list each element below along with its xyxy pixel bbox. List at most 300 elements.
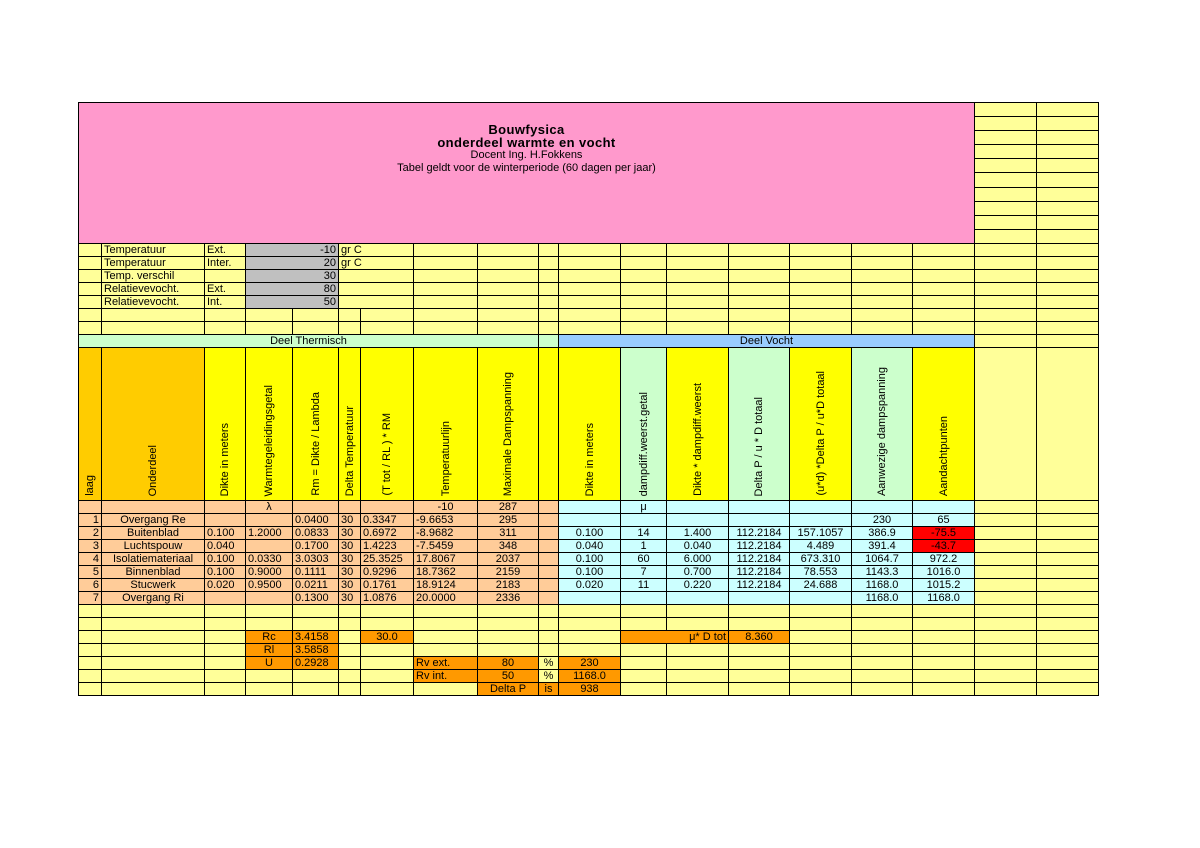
- empty-cell[interactable]: [729, 244, 790, 257]
- input-label[interactable]: Relatievevocht.: [102, 296, 205, 309]
- layer-attention[interactable]: -43.7: [913, 540, 975, 553]
- empty-cell[interactable]: [478, 296, 539, 309]
- empty-cell[interactable]: [539, 644, 559, 657]
- mu-d-total-label[interactable]: μ* D tot: [621, 631, 729, 644]
- empty-cell[interactable]: [414, 283, 478, 296]
- empty-cell[interactable]: [667, 244, 729, 257]
- empty-cell[interactable]: [975, 117, 1037, 131]
- input-value[interactable]: 20: [246, 257, 339, 270]
- empty-cell[interactable]: [539, 605, 559, 618]
- layer-ttot[interactable]: 0.6972: [361, 527, 414, 540]
- layer-attention[interactable]: 1168.0: [913, 592, 975, 605]
- empty-cell[interactable]: [79, 644, 102, 657]
- layer-d-mu[interactable]: 0.700: [667, 566, 729, 579]
- rc-value[interactable]: 3.4158: [293, 631, 339, 644]
- empty-cell[interactable]: [729, 322, 790, 335]
- empty-cell[interactable]: [852, 644, 913, 657]
- layer-max-damp[interactable]: 2037: [478, 553, 539, 566]
- empty-cell[interactable]: [559, 309, 621, 322]
- input-unit[interactable]: [339, 296, 414, 309]
- layer-rm[interactable]: 0.0211: [293, 579, 339, 592]
- empty-cell[interactable]: [852, 670, 913, 683]
- empty-cell[interactable]: [1037, 501, 1099, 514]
- layer-name[interactable]: Buitenblad: [102, 527, 205, 540]
- empty-cell[interactable]: [361, 309, 414, 322]
- empty-cell[interactable]: [539, 579, 559, 592]
- section-moisture[interactable]: Deel Vocht: [559, 335, 975, 348]
- empty-cell[interactable]: [790, 322, 852, 335]
- empty-cell[interactable]: [1037, 644, 1099, 657]
- empty-cell[interactable]: [729, 683, 790, 696]
- empty-cell[interactable]: [205, 631, 246, 644]
- layer-thickness[interactable]: [205, 592, 246, 605]
- layer-number[interactable]: 3: [79, 540, 102, 553]
- empty-cell[interactable]: [1037, 131, 1099, 145]
- empty-cell[interactable]: [1037, 553, 1099, 566]
- empty-cell[interactable]: [539, 309, 559, 322]
- column-header[interactable]: [539, 348, 559, 501]
- empty-cell[interactable]: [621, 322, 667, 335]
- layer-mu[interactable]: 14: [621, 527, 667, 540]
- layer-name[interactable]: Overgang Re: [102, 514, 205, 527]
- empty-cell[interactable]: [478, 605, 539, 618]
- empty-cell[interactable]: [1037, 187, 1099, 201]
- empty-cell[interactable]: [79, 283, 102, 296]
- empty-cell[interactable]: [361, 322, 414, 335]
- empty-cell[interactable]: [667, 657, 729, 670]
- empty-cell[interactable]: [293, 322, 339, 335]
- empty-cell[interactable]: [79, 618, 102, 631]
- empty-cell[interactable]: [246, 683, 293, 696]
- layer-attention[interactable]: 1016.0: [913, 566, 975, 579]
- input-label[interactable]: Temperatuur: [102, 244, 205, 257]
- empty-cell[interactable]: [79, 296, 102, 309]
- empty-cell[interactable]: [478, 309, 539, 322]
- empty-cell[interactable]: [205, 670, 246, 683]
- layer-mu[interactable]: 11: [621, 579, 667, 592]
- input-tag[interactable]: Int.: [205, 296, 246, 309]
- layer-lambda[interactable]: 1.2000: [246, 527, 293, 540]
- rv-int-label[interactable]: Rv int.: [414, 670, 478, 683]
- empty-cell[interactable]: [79, 670, 102, 683]
- empty-cell[interactable]: [729, 309, 790, 322]
- layer-present-damp[interactable]: 230: [852, 514, 913, 527]
- empty-cell[interactable]: [852, 270, 913, 283]
- empty-cell[interactable]: [667, 670, 729, 683]
- empty-cell[interactable]: [729, 296, 790, 309]
- empty-cell[interactable]: [729, 618, 790, 631]
- layer-number[interactable]: 4: [79, 553, 102, 566]
- layer-d-mu[interactable]: 0.040: [667, 540, 729, 553]
- empty-cell[interactable]: [559, 501, 621, 514]
- empty-cell[interactable]: [559, 296, 621, 309]
- empty-cell[interactable]: [478, 270, 539, 283]
- input-label[interactable]: Temp. verschil: [102, 270, 205, 283]
- empty-cell[interactable]: [1037, 103, 1099, 117]
- empty-cell[interactable]: [559, 270, 621, 283]
- empty-cell[interactable]: [102, 631, 205, 644]
- empty-cell[interactable]: [667, 322, 729, 335]
- empty-cell[interactable]: [414, 618, 478, 631]
- empty-cell[interactable]: [1037, 579, 1099, 592]
- column-header[interactable]: [339, 348, 361, 501]
- empty-cell[interactable]: [790, 501, 852, 514]
- empty-cell[interactable]: [293, 683, 339, 696]
- empty-cell[interactable]: [539, 631, 559, 644]
- layer-ttot[interactable]: 0.3347: [361, 514, 414, 527]
- empty-cell[interactable]: [539, 566, 559, 579]
- empty-cell[interactable]: [621, 257, 667, 270]
- layer-temperature[interactable]: 18.9124: [414, 579, 478, 592]
- layer-delta-p[interactable]: 112.2184: [729, 579, 790, 592]
- empty-cell[interactable]: [975, 159, 1037, 173]
- empty-cell[interactable]: [205, 644, 246, 657]
- title-block[interactable]: [79, 103, 975, 244]
- input-tag[interactable]: Inter.: [205, 257, 246, 270]
- section-thermal[interactable]: Deel Thermisch: [79, 335, 539, 348]
- input-value[interactable]: 30: [246, 270, 339, 283]
- empty-cell[interactable]: [478, 644, 539, 657]
- layer-name[interactable]: Binnenblad: [102, 566, 205, 579]
- column-header[interactable]: [246, 348, 293, 501]
- empty-cell[interactable]: [79, 501, 102, 514]
- empty-cell[interactable]: [667, 309, 729, 322]
- empty-cell[interactable]: [1037, 514, 1099, 527]
- column-header[interactable]: [852, 348, 913, 501]
- empty-cell[interactable]: [205, 605, 246, 618]
- empty-cell[interactable]: [852, 631, 913, 644]
- empty-cell[interactable]: [1037, 117, 1099, 131]
- is-label[interactable]: is: [539, 683, 559, 696]
- layer-delta-t[interactable]: 30: [339, 579, 361, 592]
- empty-cell[interactable]: [339, 322, 361, 335]
- layer-delta-p[interactable]: 112.2184: [729, 540, 790, 553]
- empty-cell[interactable]: [1037, 566, 1099, 579]
- layer-d-mu[interactable]: [667, 592, 729, 605]
- empty-cell[interactable]: [1037, 309, 1099, 322]
- layer-ttot[interactable]: 25.3525: [361, 553, 414, 566]
- empty-cell[interactable]: [1037, 605, 1099, 618]
- layer-temperature[interactable]: -7.5459: [414, 540, 478, 553]
- empty-cell[interactable]: [414, 631, 478, 644]
- layer-mu[interactable]: [621, 514, 667, 527]
- layer-delta-p[interactable]: [729, 514, 790, 527]
- column-header[interactable]: [478, 348, 539, 501]
- layer-ttot[interactable]: 1.4223: [361, 540, 414, 553]
- empty-cell[interactable]: [621, 270, 667, 283]
- empty-cell[interactable]: [559, 322, 621, 335]
- empty-cell[interactable]: [975, 605, 1037, 618]
- empty-cell[interactable]: [339, 605, 361, 618]
- layer-lambda[interactable]: [246, 540, 293, 553]
- empty-cell[interactable]: [361, 670, 414, 683]
- empty-cell[interactable]: [975, 631, 1037, 644]
- start-temp[interactable]: -10: [414, 501, 478, 514]
- layer-max-damp[interactable]: 2159: [478, 566, 539, 579]
- empty-cell[interactable]: [1037, 215, 1099, 229]
- empty-cell[interactable]: [478, 283, 539, 296]
- layer-mu[interactable]: 1: [621, 540, 667, 553]
- rv-int-result[interactable]: 1168.0: [559, 670, 621, 683]
- empty-cell[interactable]: [790, 644, 852, 657]
- layer-mu[interactable]: [621, 592, 667, 605]
- empty-cell[interactable]: [975, 348, 1037, 501]
- layer-lambda[interactable]: 0.9000: [246, 566, 293, 579]
- empty-cell[interactable]: [913, 631, 975, 644]
- empty-cell[interactable]: [790, 670, 852, 683]
- empty-cell[interactable]: [539, 527, 559, 540]
- layer-thickness-moist[interactable]: 0.100: [559, 553, 621, 566]
- layer-rm[interactable]: 0.1300: [293, 592, 339, 605]
- column-header[interactable]: [414, 348, 478, 501]
- empty-cell[interactable]: [79, 322, 102, 335]
- empty-cell[interactable]: [975, 527, 1037, 540]
- empty-cell[interactable]: [478, 322, 539, 335]
- layer-ud-delta-p[interactable]: 4.489: [790, 540, 852, 553]
- rl-value[interactable]: 3.5858: [293, 644, 339, 657]
- empty-cell[interactable]: [1037, 631, 1099, 644]
- layer-present-damp[interactable]: 1168.0: [852, 592, 913, 605]
- empty-cell[interactable]: [852, 244, 913, 257]
- layer-delta-t[interactable]: 30: [339, 514, 361, 527]
- empty-cell[interactable]: [621, 244, 667, 257]
- empty-cell[interactable]: [205, 322, 246, 335]
- empty-cell[interactable]: [246, 309, 293, 322]
- empty-cell[interactable]: [975, 103, 1037, 117]
- empty-cell[interactable]: [913, 270, 975, 283]
- empty-cell[interactable]: [539, 540, 559, 553]
- empty-cell[interactable]: [852, 501, 913, 514]
- empty-cell[interactable]: [621, 605, 667, 618]
- layer-rm[interactable]: 0.1700: [293, 540, 339, 553]
- empty-cell[interactable]: [975, 540, 1037, 553]
- empty-cell[interactable]: [790, 618, 852, 631]
- input-unit[interactable]: gr C: [339, 244, 414, 257]
- empty-cell[interactable]: [339, 657, 361, 670]
- layer-temperature[interactable]: 20.0000: [414, 592, 478, 605]
- empty-cell[interactable]: [621, 309, 667, 322]
- empty-cell[interactable]: [539, 270, 559, 283]
- empty-cell[interactable]: [414, 322, 478, 335]
- empty-cell[interactable]: [975, 644, 1037, 657]
- empty-cell[interactable]: [975, 657, 1037, 670]
- empty-cell[interactable]: [339, 644, 361, 657]
- empty-cell[interactable]: [1037, 527, 1099, 540]
- empty-cell[interactable]: [539, 244, 559, 257]
- empty-cell[interactable]: [1037, 657, 1099, 670]
- layer-ud-delta-p[interactable]: [790, 592, 852, 605]
- layer-rm[interactable]: 0.0833: [293, 527, 339, 540]
- empty-cell[interactable]: [729, 670, 790, 683]
- empty-cell[interactable]: [539, 592, 559, 605]
- empty-cell[interactable]: [559, 257, 621, 270]
- empty-cell[interactable]: [1037, 540, 1099, 553]
- empty-cell[interactable]: [414, 644, 478, 657]
- empty-cell[interactable]: [246, 618, 293, 631]
- empty-cell[interactable]: [361, 683, 414, 696]
- delta-p-value[interactable]: 938: [559, 683, 621, 696]
- empty-cell[interactable]: [339, 618, 361, 631]
- empty-cell[interactable]: [1037, 683, 1099, 696]
- layer-attention[interactable]: 65: [913, 514, 975, 527]
- layer-thickness[interactable]: 0.020: [205, 579, 246, 592]
- empty-cell[interactable]: [559, 244, 621, 257]
- column-header[interactable]: [205, 348, 246, 501]
- empty-cell[interactable]: [205, 618, 246, 631]
- empty-cell[interactable]: [293, 309, 339, 322]
- layer-delta-t[interactable]: 30: [339, 566, 361, 579]
- empty-cell[interactable]: [729, 257, 790, 270]
- layer-present-damp[interactable]: 1064.7: [852, 553, 913, 566]
- empty-cell[interactable]: [790, 283, 852, 296]
- rv-ext-value[interactable]: 80: [478, 657, 539, 670]
- empty-cell[interactable]: [102, 501, 205, 514]
- input-unit[interactable]: gr C: [339, 257, 414, 270]
- empty-cell[interactable]: [539, 296, 559, 309]
- empty-cell[interactable]: [975, 322, 1037, 335]
- empty-cell[interactable]: [293, 670, 339, 683]
- lambda-symbol[interactable]: λ: [246, 501, 293, 514]
- empty-cell[interactable]: [913, 501, 975, 514]
- empty-cell[interactable]: [102, 309, 205, 322]
- empty-cell[interactable]: [913, 644, 975, 657]
- empty-cell[interactable]: [975, 257, 1037, 270]
- empty-cell[interactable]: [79, 244, 102, 257]
- empty-cell[interactable]: [539, 553, 559, 566]
- empty-cell[interactable]: [790, 683, 852, 696]
- layer-d-mu[interactable]: 6.000: [667, 553, 729, 566]
- empty-cell[interactable]: [975, 670, 1037, 683]
- empty-cell[interactable]: [790, 309, 852, 322]
- empty-cell[interactable]: [361, 618, 414, 631]
- empty-cell[interactable]: [913, 683, 975, 696]
- layer-lambda[interactable]: [246, 514, 293, 527]
- empty-cell[interactable]: [975, 244, 1037, 257]
- empty-cell[interactable]: [361, 657, 414, 670]
- layer-attention[interactable]: 1015.2: [913, 579, 975, 592]
- layer-attention[interactable]: 972.2: [913, 553, 975, 566]
- empty-cell[interactable]: [790, 244, 852, 257]
- layer-name[interactable]: Overgang Ri: [102, 592, 205, 605]
- empty-cell[interactable]: [539, 257, 559, 270]
- layer-thickness-moist[interactable]: 0.020: [559, 579, 621, 592]
- empty-cell[interactable]: [1037, 296, 1099, 309]
- empty-cell[interactable]: [102, 657, 205, 670]
- input-value[interactable]: -10: [246, 244, 339, 257]
- input-tag[interactable]: Ext.: [205, 283, 246, 296]
- column-header[interactable]: [293, 348, 339, 501]
- rv-ext-result[interactable]: 230: [559, 657, 621, 670]
- layer-thickness-moist[interactable]: 0.100: [559, 566, 621, 579]
- empty-cell[interactable]: [975, 501, 1037, 514]
- layer-mu[interactable]: 60: [621, 553, 667, 566]
- percent-sign[interactable]: %: [539, 670, 559, 683]
- empty-cell[interactable]: [1037, 618, 1099, 631]
- empty-cell[interactable]: [975, 145, 1037, 159]
- empty-cell[interactable]: [790, 270, 852, 283]
- input-unit[interactable]: [339, 283, 414, 296]
- empty-cell[interactable]: [975, 579, 1037, 592]
- layer-temperature[interactable]: -9.6653: [414, 514, 478, 527]
- empty-cell[interactable]: [539, 514, 559, 527]
- empty-cell[interactable]: [539, 322, 559, 335]
- empty-cell[interactable]: [414, 257, 478, 270]
- input-value[interactable]: 50: [246, 296, 339, 309]
- empty-cell[interactable]: [478, 244, 539, 257]
- empty-cell[interactable]: [975, 335, 1037, 348]
- empty-cell[interactable]: [246, 670, 293, 683]
- empty-cell[interactable]: [79, 270, 102, 283]
- empty-cell[interactable]: [1037, 283, 1099, 296]
- empty-cell[interactable]: [975, 514, 1037, 527]
- empty-cell[interactable]: [621, 670, 667, 683]
- empty-cell[interactable]: [913, 605, 975, 618]
- empty-cell[interactable]: [414, 309, 478, 322]
- layer-ttot[interactable]: 0.9296: [361, 566, 414, 579]
- layer-thickness-moist[interactable]: 0.040: [559, 540, 621, 553]
- empty-cell[interactable]: [339, 670, 361, 683]
- empty-cell[interactable]: [729, 283, 790, 296]
- empty-cell[interactable]: [1037, 335, 1099, 348]
- empty-cell[interactable]: [1037, 670, 1099, 683]
- empty-cell[interactable]: [852, 309, 913, 322]
- layer-present-damp[interactable]: 1168.0: [852, 579, 913, 592]
- layer-rm[interactable]: 0.1111: [293, 566, 339, 579]
- empty-cell[interactable]: [667, 270, 729, 283]
- empty-cell[interactable]: [478, 631, 539, 644]
- layer-number[interactable]: 7: [79, 592, 102, 605]
- empty-cell[interactable]: [913, 618, 975, 631]
- empty-cell[interactable]: [339, 683, 361, 696]
- empty-cell[interactable]: [621, 657, 667, 670]
- empty-cell[interactable]: [852, 618, 913, 631]
- empty-cell[interactable]: [852, 283, 913, 296]
- empty-cell[interactable]: [667, 296, 729, 309]
- layer-max-damp[interactable]: 2183: [478, 579, 539, 592]
- layer-temperature[interactable]: -8.9682: [414, 527, 478, 540]
- empty-cell[interactable]: [79, 309, 102, 322]
- empty-cell[interactable]: [246, 605, 293, 618]
- layer-thickness[interactable]: 0.100: [205, 566, 246, 579]
- empty-cell[interactable]: [975, 683, 1037, 696]
- layer-name[interactable]: Stucwerk: [102, 579, 205, 592]
- empty-cell[interactable]: [1037, 348, 1099, 501]
- empty-cell[interactable]: [913, 309, 975, 322]
- layer-temperature[interactable]: 17.8067: [414, 553, 478, 566]
- empty-cell[interactable]: [205, 657, 246, 670]
- empty-cell[interactable]: [975, 553, 1037, 566]
- empty-cell[interactable]: [79, 631, 102, 644]
- empty-cell[interactable]: [852, 605, 913, 618]
- empty-cell[interactable]: [559, 605, 621, 618]
- empty-cell[interactable]: [913, 257, 975, 270]
- mu-d-total-value[interactable]: 8.360: [729, 631, 790, 644]
- empty-cell[interactable]: [293, 605, 339, 618]
- empty-cell[interactable]: [790, 296, 852, 309]
- empty-cell[interactable]: [293, 501, 339, 514]
- empty-cell[interactable]: [790, 657, 852, 670]
- empty-cell[interactable]: [79, 605, 102, 618]
- layer-delta-p[interactable]: 112.2184: [729, 527, 790, 540]
- empty-cell[interactable]: [361, 605, 414, 618]
- rv-ext-label[interactable]: Rv ext.: [414, 657, 478, 670]
- empty-cell[interactable]: [790, 257, 852, 270]
- layer-max-damp[interactable]: 311: [478, 527, 539, 540]
- empty-cell[interactable]: [414, 270, 478, 283]
- empty-cell[interactable]: [1037, 244, 1099, 257]
- empty-cell[interactable]: [339, 631, 361, 644]
- empty-cell[interactable]: [852, 322, 913, 335]
